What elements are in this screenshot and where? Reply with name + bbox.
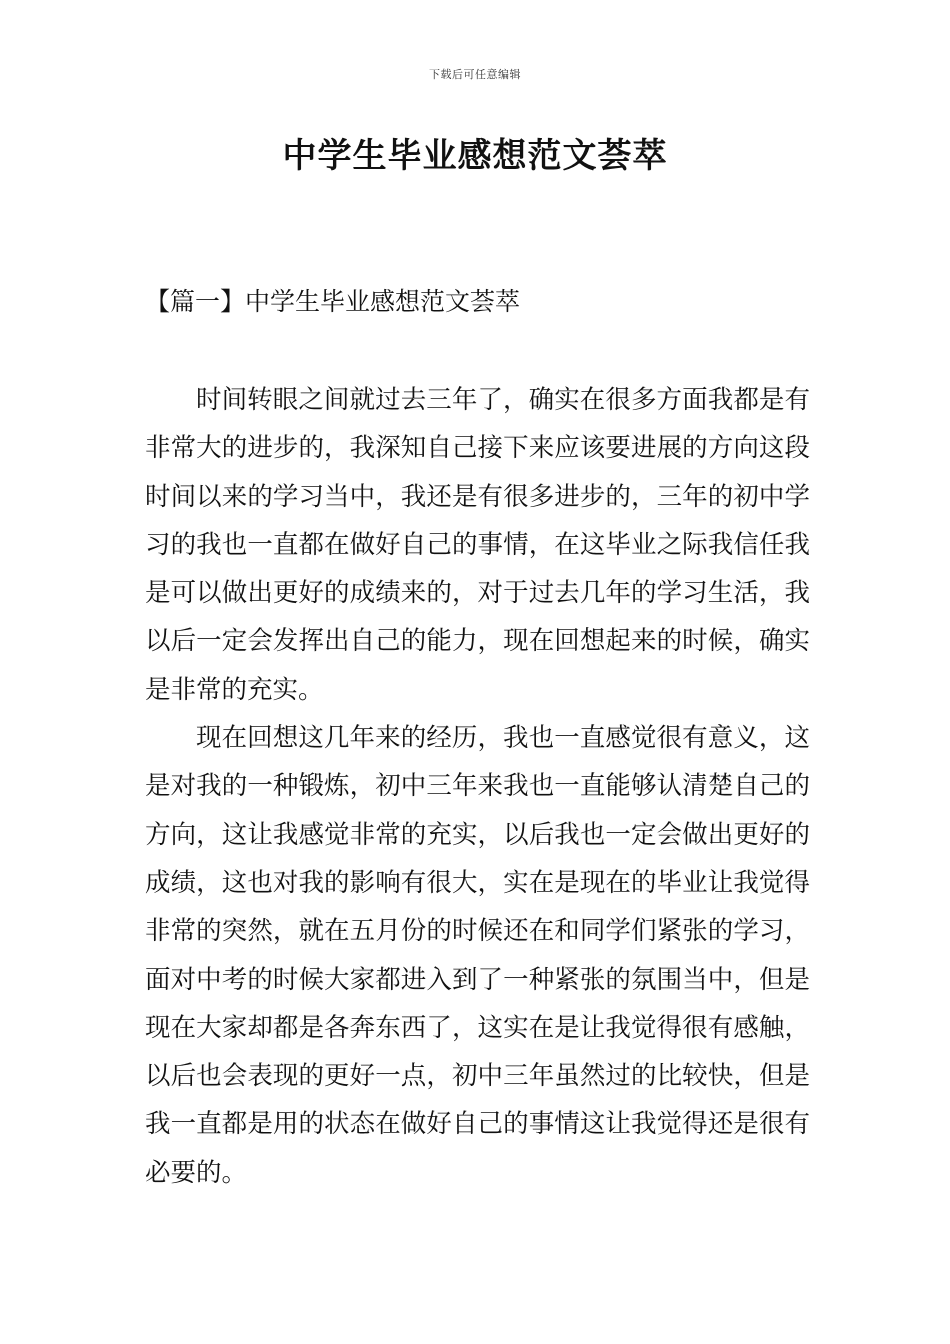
paragraph-2: 现在回想这几年来的经历，我也一直感觉很有意义，这是对我的一种锻炼，初中三年来我也一直能够认清楚自己的方向，这让我感觉非常的充实，以后我也一定会做出更好的成绩，这也对我的影响有很大，实在是现在的毕业让我觉得非常的突然，就在五月份的时候还在和同学们紧张的学习，面对中考的时候大家都进入到了一种紧张的氛围当中，但是现在大家却都是各奔东西了，这实在是让我觉得很有感触，以后也会表现的更好一点，初中三年虽然过的比较快，但是我一直都是用的状态在做好自己的事情这让我觉得还是很有必要的。 [145,723,810,1188]
document-title: 中学生毕业感想范文荟萃 [282,136,668,176]
paragraph-1: 时间转眼之间就过去三年了，确实在很多方面我都是有非常大的进步的，我深知自己接下来应该要进展的方向这段时间以来的学习当中，我还是有很多进步的，三年的初中学习的我也一直都在做好自己的事情，在这毕业之际我信任我是可以做出更好的成绩来的，对于过去几年的学习生活，我以后一定会发挥出自己的能力，现在回想起来的时候，确实是非常的充实。 [145,385,810,705]
body-text [145,376,810,1197]
header-note: 下载后可任意编辑 [429,68,521,81]
section-heading: 【篇一】中学生毕业感想范文荟萃 [145,287,521,316]
